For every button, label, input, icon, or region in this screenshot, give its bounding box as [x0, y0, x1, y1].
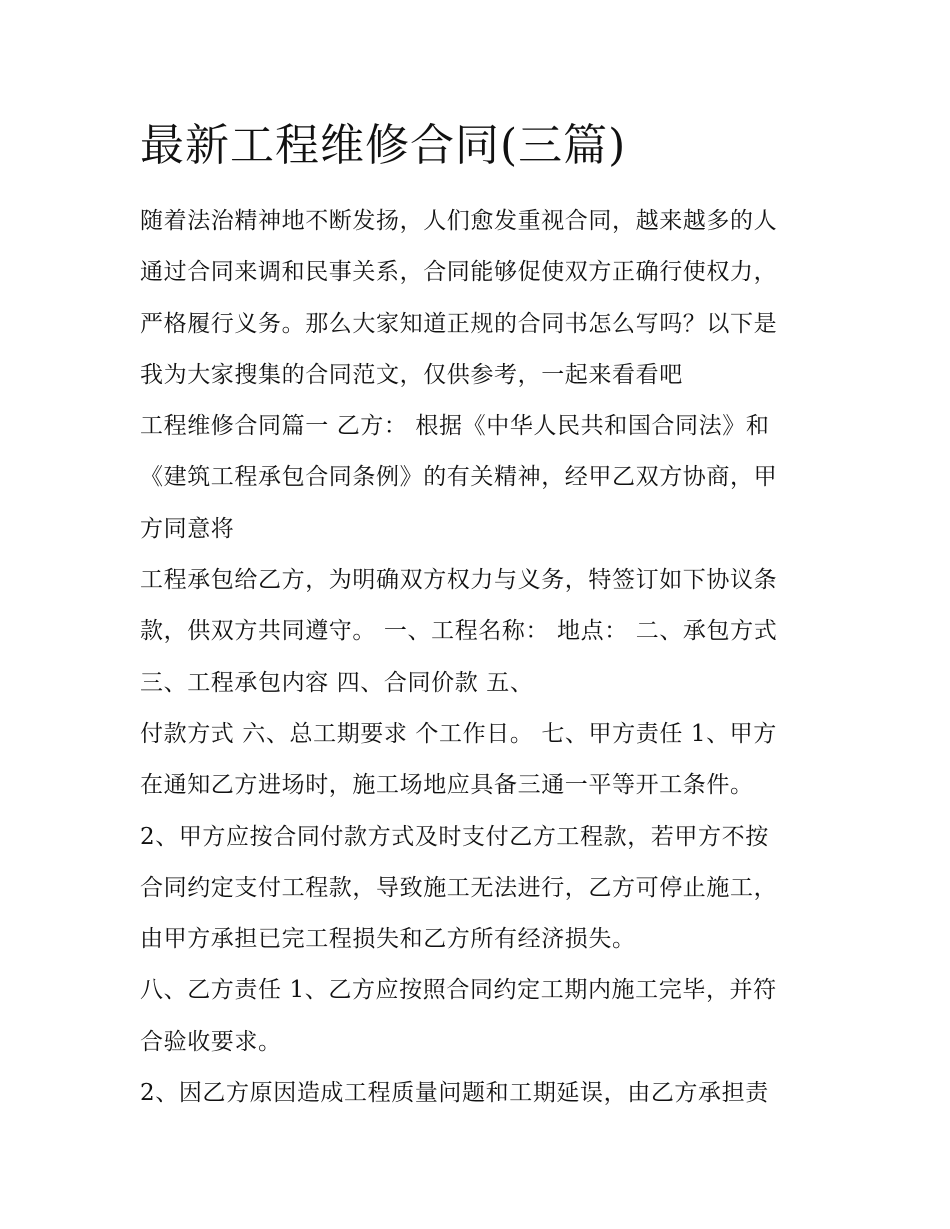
body-line: 工程承包给乙方，为明确双方权力与义务，特签订如下协议条 — [140, 567, 778, 594]
body-line: 在通知乙方进场时，施工场地应具备三通一平等开工条件。 — [140, 772, 754, 799]
body-line: 我为大家搜集的合同范文，仅供参考，一起来看看吧 — [140, 361, 683, 388]
body-line: 由甲方承担已完工程损失和乙方所有经济损失。 — [140, 926, 636, 953]
body-line: 方同意将 — [140, 515, 235, 542]
body-line: 八、乙方责任 1、乙方应按照合同约定工期内施工完毕，并符 — [140, 977, 777, 1004]
body-line: 付款方式 六、总工期要求 个工作日。 七、甲方责任 1、甲方 — [140, 720, 777, 747]
body-line: 工程维修合同篇一 乙方： 根据《中华人民共和国合同法》和 — [140, 413, 770, 440]
document-title: 最新工程维修合同(三篇) — [140, 120, 627, 171]
body-line: 款，供双方共同遵守。 一、工程名称： 地点： 二、承包方式 — [140, 618, 778, 645]
body-line: 通过合同来调和民事关系，合同能够促使双方正确行使权力， — [140, 259, 778, 286]
body-line: 严格履行义务。那么大家知道正规的合同书怎么写吗？以下是 — [140, 310, 778, 337]
body-line: 2、因乙方原因造成工程质量问题和工期延误，由乙方承担责 — [140, 1080, 769, 1107]
body-line: 合同约定支付工程款，导致施工无法进行，乙方可停止施工， — [140, 874, 778, 901]
body-line: 三、工程承包内容 四、合同价款 五、 — [140, 669, 534, 696]
document-body — [140, 196, 830, 1119]
body-line: 随着法治精神地不断发扬，人们愈发重视合同，越来越多的人 — [140, 208, 778, 234]
body-line: 合验收要求。 — [140, 1028, 282, 1055]
body-line: 《建筑工程承包合同条例》的有关精神，经甲乙双方协商，甲 — [140, 464, 778, 491]
body-line: 2、甲方应按合同付款方式及时支付乙方工程款，若甲方不按 — [140, 823, 769, 850]
